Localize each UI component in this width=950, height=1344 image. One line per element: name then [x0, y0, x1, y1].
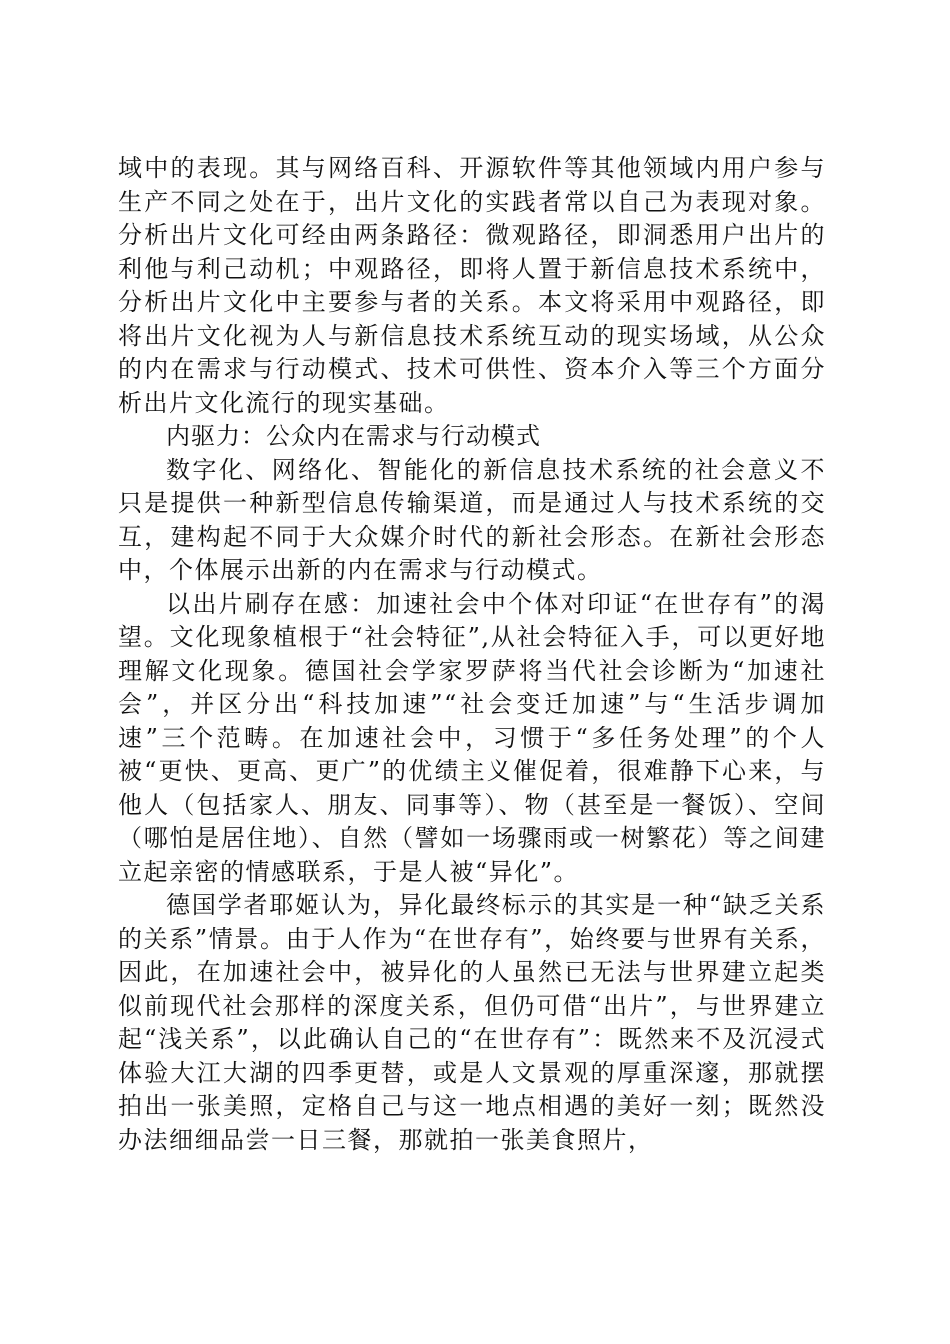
document-page	[118, 152, 826, 1157]
section-heading: 内驱力：公众内在需求与行动模式	[166, 422, 541, 450]
body-paragraph: 德国学者耶姬认为，异化最终标示的其实是一种“缺乏关系的关系”情景。由于人作为“在世存有”，始终要与世界有关系，因此，在加速社会中，被异化的人虽然已无法与世界建立起类似前现代社会那样的深度关系，但仍可借“出片”，与世界建立起“浅关系”，以此确认自己的“在世存有”：既然来不及沉浸式体验大江大湖的四季更替，或是人文景观的厚重深邃，那就摆拍出一张美照，定格自己与这一地点相遇的美好一刻；既然没办法细细品尝一日三餐，那就拍一张美食照片，	[118, 891, 826, 1154]
body-paragraph: 以出片刷存在感：加速社会中个体对印证“在世存有”的渴望。文化现象植根于“社会特征”,从社会特征入手，可以更好地理解文化现象。德国社会学家罗萨将当代社会诊断为“加速社会”，并区分出“科技加速”“社会变迁加速”与“生活步调加速”三个范畴。在加速社会中，习惯于“多任务处理”的个人被“更快、更高、更广”的优绩主义催促着，很难静下心来，与他人（包括家人、朋友、同事等）、物（甚至是一餐饭）、空间（哪怕是居住地）、自然（譬如一场骤雨或一树繁花）等之间建立起亲密的情感联系，于是人被“异化”。	[118, 589, 826, 886]
body-paragraph: 数字化、网络化、智能化的新信息技术系统的社会意义不只是提供一种新型信息传输渠道，而是通过人与技术系统的交互，建构起不同于大众媒介时代的新社会形态。在新社会形态中，个体展示出新的内在需求与行动模式。	[118, 455, 826, 584]
continued-paragraph: 域中的表现。其与网络百科、开源软件等其他领域内用户参与生产不同之处在于，出片文化的实践者常以自己为表现对象。分析出片文化可经由两条路径：微观路径，即洞悉用户出片的利他与利己动机；中观路径，即将人置于新信息技术系统中，分析出片文化中主要参与者的关系。本文将采用中观路径，即将出片文化视为人与新信息技术系统互动的现实场域，从公众的内在需求与行动模式、技术可供性、资本介入等三个方面分析出片文化流行的现实基础。	[118, 154, 826, 417]
